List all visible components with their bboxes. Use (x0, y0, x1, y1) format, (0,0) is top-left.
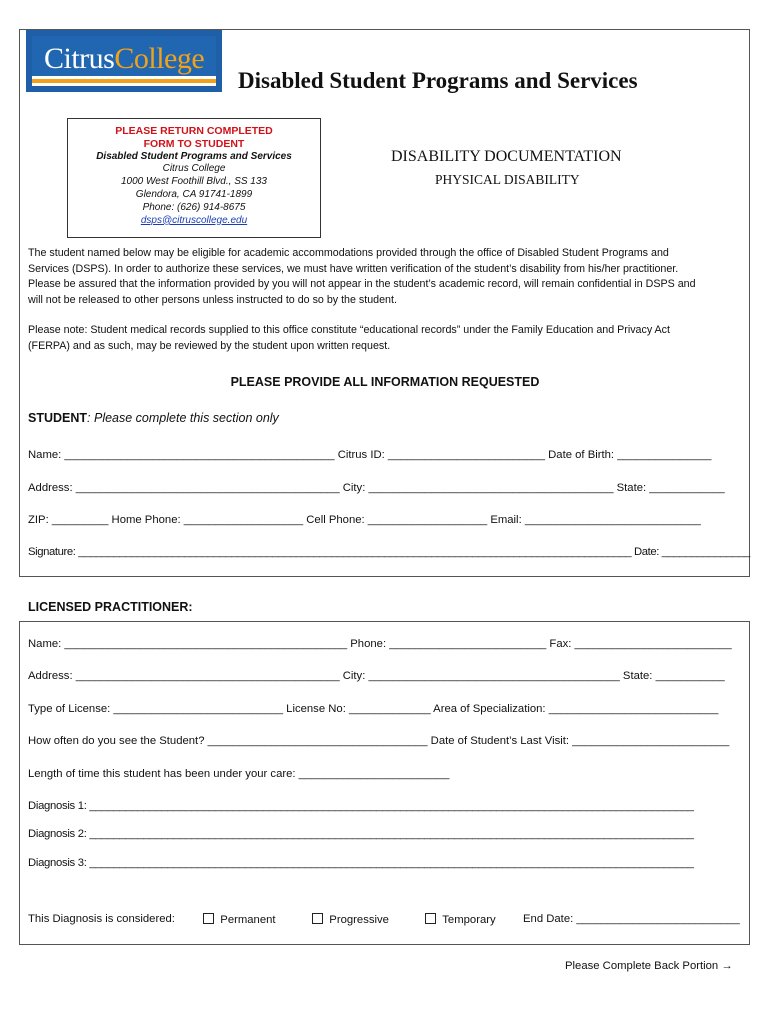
student-heading-line (28, 411, 279, 425)
intro-line: Services (DSPS). In order to authorize these services, we must have written verification of the student’s disability from his/her practitioner. (28, 262, 679, 275)
progressive-option[interactable] (312, 913, 389, 926)
arrow-right-icon: → (721, 960, 733, 972)
logo-word-citrus: Citrus (44, 42, 115, 75)
return-line-2: FORM TO STUDENT (143, 137, 245, 150)
student-address-row[interactable]: Address: __________________________________________ City: _______________________________________ State: ____________ (28, 482, 725, 494)
student-heading: STUDENT (28, 411, 88, 425)
return-college: Citrus College (162, 163, 226, 175)
intro-line: Please be assured that the information provided by you will not appear in the student’s academic record, will remain confidential in DSPS and (28, 278, 696, 290)
ferpa-line: (FERPA) and as such, may be reviewed by the student upon written request. (28, 339, 391, 352)
student-contact-row[interactable]: ZIP: _________ Home Phone: ___________________ Cell Phone: ___________________ Email: ____________________________ (28, 514, 701, 526)
permanent-option[interactable] (203, 913, 276, 926)
logo-word-college: College (114, 42, 205, 75)
practitioner-heading: LICENSED PRACTITIONER: (28, 600, 193, 614)
practitioner-name-row[interactable]: Name: _____________________________________________ Phone: _________________________ Fax: _________________________ (28, 638, 732, 650)
practitioner-duration-row[interactable]: Length of time this student has been under your care: ________________________ (28, 768, 450, 780)
temporary-checkbox[interactable] (425, 913, 436, 924)
return-phone: Phone: (626) 914-8675 (142, 201, 246, 213)
page-title: Disabled Student Programs and Services (238, 68, 638, 93)
back-portion-note[interactable] (565, 960, 733, 972)
diagnosis-considered-label: This Diagnosis is considered: (28, 913, 175, 925)
return-dept: Disabled Student Programs and Services (96, 150, 292, 162)
progressive-checkbox[interactable] (312, 913, 323, 924)
practitioner-visits-row[interactable]: How often do you see the Student? ___________________________________ Date of Student’s Last Visit: _________________________ (28, 735, 730, 747)
student-signature-row[interactable]: Signature: ______________________________________________________________________________________________ Date: _______________ (28, 546, 750, 558)
practitioner-license-row[interactable]: Type of License: ___________________________ License No: _____________ Area of Specialization: ___________________________ (28, 703, 719, 715)
intro-line: The student named below may be eligible for academic accommodations provided through the office of Disabled Student Programs and (28, 247, 669, 259)
student-instruction: : Please complete this section only (87, 411, 279, 425)
diagnosis-3-row[interactable]: Diagnosis 3: _____________________________________________________________________________________________________ (28, 857, 694, 869)
return-address-box (67, 118, 321, 238)
ferpa-line: Please note: Student medical records supplied to this office constitute “educational records” under the Family Education and Privacy Act (28, 324, 670, 336)
student-name-row[interactable]: Name: ___________________________________________ Citrus ID: _________________________ Date of Birth: _______________ (28, 449, 712, 461)
return-city: Glendora, CA 91741-1899 (135, 188, 253, 200)
diagnosis-2-row[interactable]: Diagnosis 2: _____________________________________________________________________________________________________ (28, 828, 694, 840)
intro-line: will not be released to other persons unless instructed to do so by the student. (28, 293, 397, 306)
return-email-link[interactable]: dsps@citruscollege.edu (140, 214, 248, 226)
end-date-field[interactable]: End Date: __________________________ (523, 913, 740, 925)
progressive-label: Progressive (329, 914, 389, 926)
citrus-college-logo (26, 30, 222, 92)
document-subtitle: PHYSICAL DISABILITY (435, 172, 580, 187)
intro-paragraph (28, 246, 744, 308)
ferpa-note (28, 323, 744, 354)
return-address: 1000 West Foothill Blvd., SS 133 (120, 176, 267, 188)
request-heading: PLEASE PROVIDE ALL INFORMATION REQUESTED (230, 375, 540, 389)
temporary-label: Temporary (442, 914, 496, 926)
return-line-1: PLEASE RETURN COMPLETED (115, 125, 273, 137)
document-title: DISABILITY DOCUMENTATION (391, 148, 622, 165)
back-portion-text: Please Complete Back Portion (565, 960, 719, 972)
temporary-option[interactable] (425, 913, 496, 926)
diagnosis-1-row[interactable]: Diagnosis 1: _____________________________________________________________________________________________________ (28, 800, 694, 812)
practitioner-address-row[interactable]: Address: __________________________________________ City: ________________________________________ State: ___________ (28, 670, 725, 682)
permanent-checkbox[interactable] (203, 913, 214, 924)
permanent-label: Permanent (220, 914, 276, 926)
